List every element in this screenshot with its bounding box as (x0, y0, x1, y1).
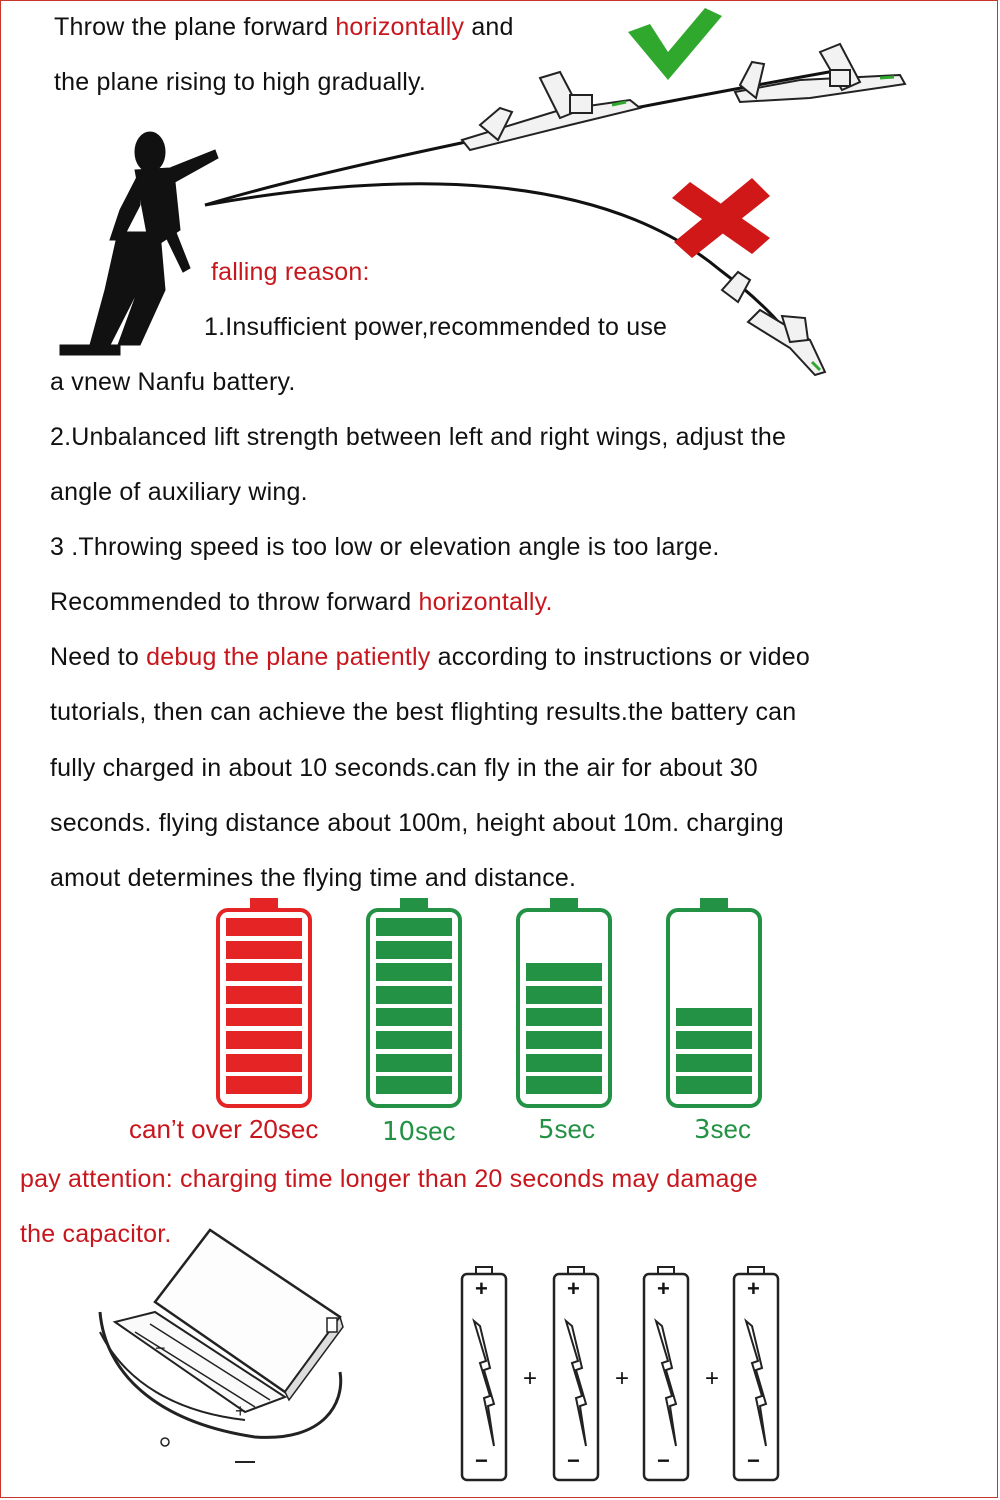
battery-label-10sec (382, 1116, 456, 1147)
battery-label-3sec (694, 1114, 751, 1145)
battery-segment (376, 1008, 452, 1026)
battery-segment (376, 1054, 452, 1072)
aa-battery-icon (460, 1266, 508, 1484)
battery-segment (526, 963, 602, 981)
battery-icon-full-red (216, 898, 312, 1110)
note-line-3: fully charged in about 10 seconds.can fly in the air for about 30 (50, 754, 758, 782)
battery-segment (676, 1054, 752, 1072)
note-line-1 (50, 642, 810, 672)
falling-reason-title: falling reason: (211, 258, 370, 286)
check-icon (628, 8, 722, 80)
battery-segment (226, 963, 302, 981)
battery-segment (226, 1054, 302, 1072)
cell-plus-sign: + (657, 1276, 670, 1301)
reason-2-line-1: 2.Unbalanced lift strength between left and right wings, adjust the (50, 423, 787, 451)
note-highlight: debug the plane patiently (146, 643, 431, 671)
tray-plus-sign: + (235, 1401, 246, 1421)
battery-label-unit: sec (415, 1116, 456, 1146)
battery-segment (676, 1031, 752, 1049)
warning-line-2: the capacitor. (20, 1220, 172, 1248)
battery-segment (526, 1054, 602, 1072)
battery-body (366, 908, 462, 1108)
battery-segment (376, 986, 452, 1004)
battery-segment (226, 918, 302, 936)
aa-battery-icon (552, 1266, 600, 1484)
recommendation-text: Recommended to throw forward (50, 588, 419, 616)
battery-segment (676, 1008, 752, 1026)
battery-segment (226, 941, 302, 959)
cell-minus-sign: − (657, 1448, 670, 1473)
cell-minus-sign: − (475, 1448, 488, 1473)
cell-plus-sign: + (567, 1276, 580, 1301)
intro-text-end: and (464, 13, 514, 41)
battery-segment (226, 986, 302, 1004)
cell-joiner-plus: + (523, 1365, 538, 1392)
reason-3: 3 .Throwing speed is too low or elevation angle is too large. (50, 533, 720, 561)
note-text: Need to (50, 643, 147, 671)
battery-body (516, 908, 612, 1108)
battery-segment (376, 1031, 452, 1049)
battery-segment (526, 1076, 602, 1094)
tray-minus-sign: − (155, 1338, 166, 1358)
battery-segment (526, 1008, 602, 1026)
battery-label-number: 10 (382, 1117, 416, 1147)
cell-plus-sign: + (747, 1276, 760, 1301)
reason-1-line-1: 1.Insufficient power,recommended to use (204, 313, 668, 341)
battery-segment (226, 1076, 302, 1094)
warning-line-1: pay attention: charging time longer than 20 seconds may damage (20, 1165, 758, 1193)
recommendation-highlight: horizontally. (418, 588, 553, 616)
plane-icon-1 (462, 72, 640, 150)
battery-icon-half (666, 898, 762, 1110)
battery-segment (226, 1008, 302, 1026)
cell-minus-sign: − (567, 1448, 580, 1473)
intro-highlight: horizontally (335, 13, 465, 41)
battery-segment (676, 1076, 752, 1094)
cross-icon (672, 178, 770, 258)
battery-label-number: 3 (694, 1115, 711, 1145)
battery-segment (376, 918, 452, 936)
battery-label-number: 5 (538, 1115, 555, 1145)
reason-1-line-2: a vnew Nanfu battery. (50, 368, 296, 396)
cell-joiner-plus: + (705, 1365, 720, 1392)
battery-label-20sec: can’t over 20sec (129, 1114, 319, 1144)
battery-label-5sec (538, 1114, 595, 1145)
battery-segment (376, 941, 452, 959)
battery-segment (376, 963, 452, 981)
aa-battery-icon (732, 1266, 780, 1484)
intro-text: Throw the plane forward (54, 13, 336, 41)
battery-compartment-illustration (95, 1222, 355, 1472)
battery-label-unit: sec (710, 1114, 752, 1144)
battery-icon-three-quarter (516, 898, 612, 1110)
note-line-2: tutorials, then can achieve the best flighting results.the battery can (50, 698, 797, 726)
reason-2-line-2: angle of auxiliary wing. (50, 478, 308, 506)
intro-line-2: the plane rising to high gradually. (54, 68, 427, 96)
cell-joiner-plus: + (615, 1365, 630, 1392)
plane-icon-falling (722, 272, 825, 375)
battery-segment (526, 986, 602, 1004)
note-line-4: seconds. flying distance about 100m, height about 10m. charging (50, 809, 784, 837)
thrower-figure (60, 132, 218, 355)
note-line-5: amout determines the flying time and distance. (50, 864, 577, 892)
battery-body (216, 908, 312, 1108)
battery-segment (376, 1076, 452, 1094)
cell-plus-sign: + (475, 1276, 488, 1301)
recommendation (50, 587, 553, 617)
note-text-end: according to instructions or video (430, 643, 810, 671)
battery-segment (226, 1031, 302, 1049)
aa-battery-icon (642, 1266, 690, 1484)
battery-icon-full-green (366, 898, 462, 1110)
battery-segment (526, 1031, 602, 1049)
battery-body (666, 908, 762, 1108)
cell-minus-sign: − (747, 1448, 760, 1473)
battery-label-unit: sec (554, 1114, 596, 1144)
